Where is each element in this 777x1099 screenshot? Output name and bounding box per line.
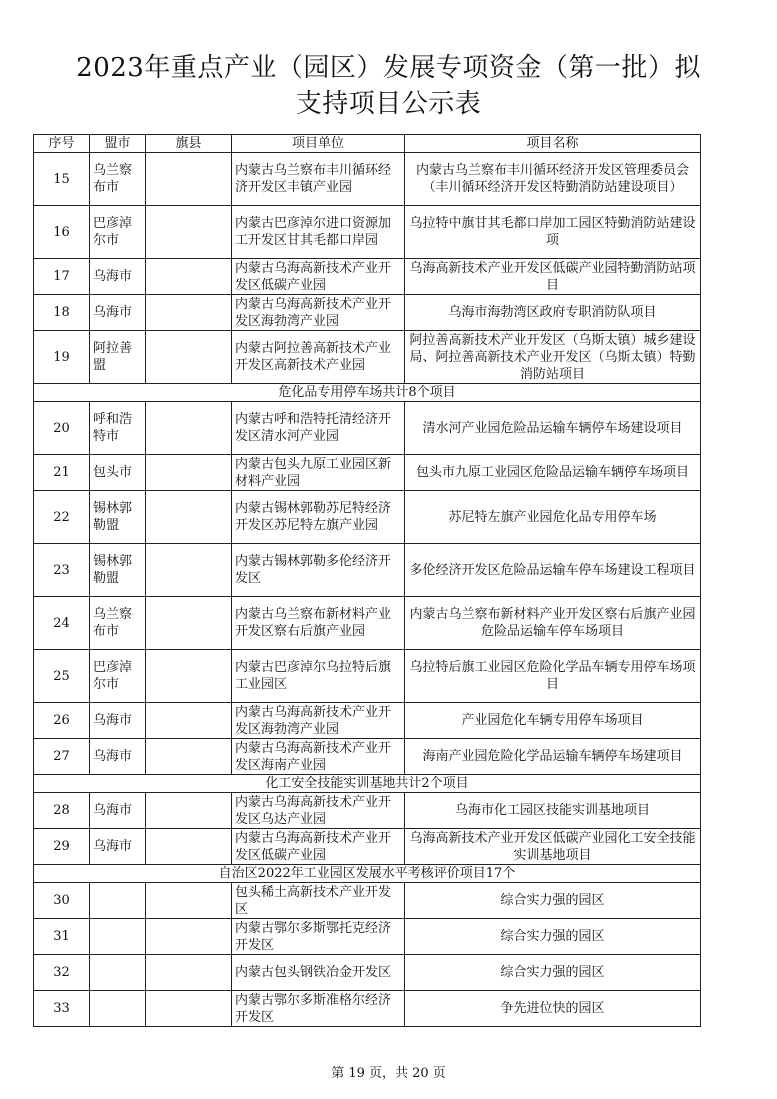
section-heading-row bbox=[34, 775, 701, 793]
row-number: 22 bbox=[34, 491, 90, 544]
row-county bbox=[146, 597, 232, 650]
row-county bbox=[146, 455, 232, 491]
header-league: 盟市 bbox=[90, 135, 146, 153]
row-league-city: 乌海市 bbox=[90, 829, 146, 865]
table-row bbox=[34, 455, 701, 491]
row-project-unit: 内蒙古包头钢铁冶金开发区 bbox=[232, 955, 405, 991]
table-row bbox=[34, 703, 701, 739]
section-heading: 化工安全技能实训基地共计2个项目 bbox=[34, 775, 701, 793]
row-number: 31 bbox=[34, 919, 90, 955]
table-row bbox=[34, 491, 701, 544]
project-table bbox=[33, 134, 701, 1027]
row-league-city: 乌海市 bbox=[90, 793, 146, 829]
row-number: 21 bbox=[34, 455, 90, 491]
row-number: 25 bbox=[34, 650, 90, 703]
table-row bbox=[34, 402, 701, 455]
table-row bbox=[34, 206, 701, 259]
row-county bbox=[146, 739, 232, 775]
page-footer: 第 19 页，共 20 页 bbox=[331, 1066, 446, 1081]
row-league-city: 锡林郭勒盟 bbox=[90, 544, 146, 597]
row-project-unit: 内蒙古乌兰察布丰川循环经济开发区丰镇产业园 bbox=[232, 153, 405, 206]
row-number: 15 bbox=[34, 153, 90, 206]
row-project-unit: 包头稀土高新技术产业开发区 bbox=[232, 883, 405, 919]
header-county: 旗县 bbox=[146, 135, 232, 153]
table-row bbox=[34, 919, 701, 955]
row-number: 27 bbox=[34, 739, 90, 775]
row-project-unit: 内蒙古乌海高新技术产业开发区乌达产业园 bbox=[232, 793, 405, 829]
row-project-unit: 内蒙古锡林郭勒苏尼特经济开发区苏尼特左旗产业园 bbox=[232, 491, 405, 544]
table-row bbox=[34, 793, 701, 829]
row-league-city: 乌兰察布市 bbox=[90, 597, 146, 650]
table-row bbox=[34, 739, 701, 775]
row-county bbox=[146, 206, 232, 259]
row-project-name: 内蒙古乌兰察布新材料产业开发区察右后旗产业园危险品运输车停车场项目 bbox=[405, 597, 701, 650]
row-county bbox=[146, 544, 232, 597]
row-county bbox=[146, 883, 232, 919]
row-league-city: 乌海市 bbox=[90, 739, 146, 775]
row-project-unit: 内蒙古鄂尔多斯鄂托克经济开发区 bbox=[232, 919, 405, 955]
row-project-name: 乌海高新技术产业开发区低碳产业园化工安全技能实训基地项目 bbox=[405, 829, 701, 865]
title-line-1: 2023年重点产业（园区）发展专项资金（第一批）拟 bbox=[76, 53, 701, 83]
row-league-city bbox=[90, 883, 146, 919]
row-league-city: 巴彦淖尔市 bbox=[90, 650, 146, 703]
table-row bbox=[34, 991, 701, 1027]
row-project-unit: 内蒙古乌海高新技术产业开发区海勃湾产业园 bbox=[232, 295, 405, 331]
row-county bbox=[146, 295, 232, 331]
row-project-name: 乌海市化工园区技能实训基地项目 bbox=[405, 793, 701, 829]
row-county bbox=[146, 331, 232, 384]
row-project-unit: 内蒙古呼和浩特托清经济开发区清水河产业园 bbox=[232, 402, 405, 455]
row-league-city: 巴彦淖尔市 bbox=[90, 206, 146, 259]
table-row bbox=[34, 295, 701, 331]
row-number: 29 bbox=[34, 829, 90, 865]
row-league-city: 乌海市 bbox=[90, 703, 146, 739]
row-league-city bbox=[90, 919, 146, 955]
header-row bbox=[34, 135, 701, 153]
row-number: 33 bbox=[34, 991, 90, 1027]
row-project-unit: 内蒙古包头九原工业园区新材料产业园 bbox=[232, 455, 405, 491]
row-project-name: 阿拉善高新技术产业开发区（乌斯太镇）城乡建设局、阿拉善高新技术产业开发区（乌斯太镇）特勤消防站项目 bbox=[405, 331, 701, 384]
row-county bbox=[146, 829, 232, 865]
row-project-name: 内蒙古乌兰察布丰川循环经济开发区管理委员会（丰川循环经济开发区特勤消防站建设项目） bbox=[405, 153, 701, 206]
header-unit: 项目单位 bbox=[232, 135, 405, 153]
row-county bbox=[146, 991, 232, 1027]
document-title bbox=[20, 50, 757, 122]
row-number: 28 bbox=[34, 793, 90, 829]
row-project-name: 乌海市海勃湾区政府专职消防队项目 bbox=[405, 295, 701, 331]
row-county bbox=[146, 402, 232, 455]
row-project-unit: 内蒙古阿拉善高新技术产业开发区高新技术产业园 bbox=[232, 331, 405, 384]
row-league-city: 乌海市 bbox=[90, 295, 146, 331]
row-league-city bbox=[90, 991, 146, 1027]
title-line-2: 支持项目公示表 bbox=[295, 89, 482, 119]
table-row bbox=[34, 829, 701, 865]
row-county bbox=[146, 919, 232, 955]
row-number: 17 bbox=[34, 259, 90, 295]
row-county bbox=[146, 491, 232, 544]
row-number: 20 bbox=[34, 402, 90, 455]
row-project-name: 海南产业园危险化学品运输车辆停车场建项目 bbox=[405, 739, 701, 775]
table-row bbox=[34, 259, 701, 295]
row-number: 26 bbox=[34, 703, 90, 739]
row-county bbox=[146, 259, 232, 295]
row-project-unit: 内蒙古乌海高新技术产业开发区低碳产业园 bbox=[232, 829, 405, 865]
row-project-name: 苏尼特左旗产业园危化品专用停车场 bbox=[405, 491, 701, 544]
row-number: 19 bbox=[34, 331, 90, 384]
table-row bbox=[34, 597, 701, 650]
row-number: 16 bbox=[34, 206, 90, 259]
row-county bbox=[146, 153, 232, 206]
table-row bbox=[34, 650, 701, 703]
row-league-city: 乌海市 bbox=[90, 259, 146, 295]
row-number: 30 bbox=[34, 883, 90, 919]
row-number: 18 bbox=[34, 295, 90, 331]
row-project-name: 综合实力强的园区 bbox=[405, 883, 701, 919]
table-row bbox=[34, 544, 701, 597]
table-row bbox=[34, 331, 701, 384]
row-project-name: 乌拉特中旗甘其毛都口岸加工园区特勤消防站建设项 bbox=[405, 206, 701, 259]
row-number: 24 bbox=[34, 597, 90, 650]
row-project-name: 乌拉特后旗工业园区危险化学品车辆专用停车场项目 bbox=[405, 650, 701, 703]
row-project-unit: 内蒙古鄂尔多斯准格尔经济开发区 bbox=[232, 991, 405, 1027]
row-county bbox=[146, 955, 232, 991]
row-county bbox=[146, 793, 232, 829]
row-project-name: 清水河产业园危险品运输车辆停车场建设项目 bbox=[405, 402, 701, 455]
row-project-unit: 内蒙古巴彦淖尔进口资源加工开发区甘其毛都口岸园 bbox=[232, 206, 405, 259]
section-heading: 自治区2022年工业园区发展水平考核评价项目17个 bbox=[34, 865, 701, 883]
row-project-name: 产业园危化车辆专用停车场项目 bbox=[405, 703, 701, 739]
row-project-name: 综合实力强的园区 bbox=[405, 955, 701, 991]
row-county bbox=[146, 650, 232, 703]
row-project-unit: 内蒙古巴彦淖尔乌拉特后旗工业园区 bbox=[232, 650, 405, 703]
row-league-city: 乌兰察布市 bbox=[90, 153, 146, 206]
table-row bbox=[34, 955, 701, 991]
row-number: 23 bbox=[34, 544, 90, 597]
row-league-city: 呼和浩特市 bbox=[90, 402, 146, 455]
row-league-city: 锡林郭勒盟 bbox=[90, 491, 146, 544]
row-league-city: 阿拉善盟 bbox=[90, 331, 146, 384]
row-project-unit: 内蒙古乌海高新技术产业开发区海勃湾产业园 bbox=[232, 703, 405, 739]
table-row bbox=[34, 883, 701, 919]
row-league-city bbox=[90, 955, 146, 991]
row-league-city: 包头市 bbox=[90, 455, 146, 491]
section-heading-row bbox=[34, 384, 701, 402]
header-no: 序号 bbox=[34, 135, 90, 153]
table-row bbox=[34, 153, 701, 206]
row-project-unit: 内蒙古乌海高新技术产业开发区海南产业园 bbox=[232, 739, 405, 775]
row-project-name: 乌海高新技术产业开发区低碳产业园特勤消防站项目 bbox=[405, 259, 701, 295]
row-project-name: 综合实力强的园区 bbox=[405, 919, 701, 955]
section-heading-row bbox=[34, 865, 701, 883]
row-number: 32 bbox=[34, 955, 90, 991]
header-project-name: 项目名称 bbox=[405, 135, 701, 153]
row-project-unit: 内蒙古乌海高新技术产业开发区低碳产业园 bbox=[232, 259, 405, 295]
row-project-name: 多伦经济开发区危险品运输车停车场建设工程项目 bbox=[405, 544, 701, 597]
row-project-unit: 内蒙古锡林郭勒多伦经济开发区 bbox=[232, 544, 405, 597]
row-project-name: 争先进位快的园区 bbox=[405, 991, 701, 1027]
section-heading: 危化品专用停车场共计8个项目 bbox=[34, 384, 701, 402]
row-county bbox=[146, 703, 232, 739]
row-project-name: 包头市九原工业园区危险品运输车辆停车场项目 bbox=[405, 455, 701, 491]
row-project-unit: 内蒙古乌兰察布新材料产业开发区察右后旗产业园 bbox=[232, 597, 405, 650]
